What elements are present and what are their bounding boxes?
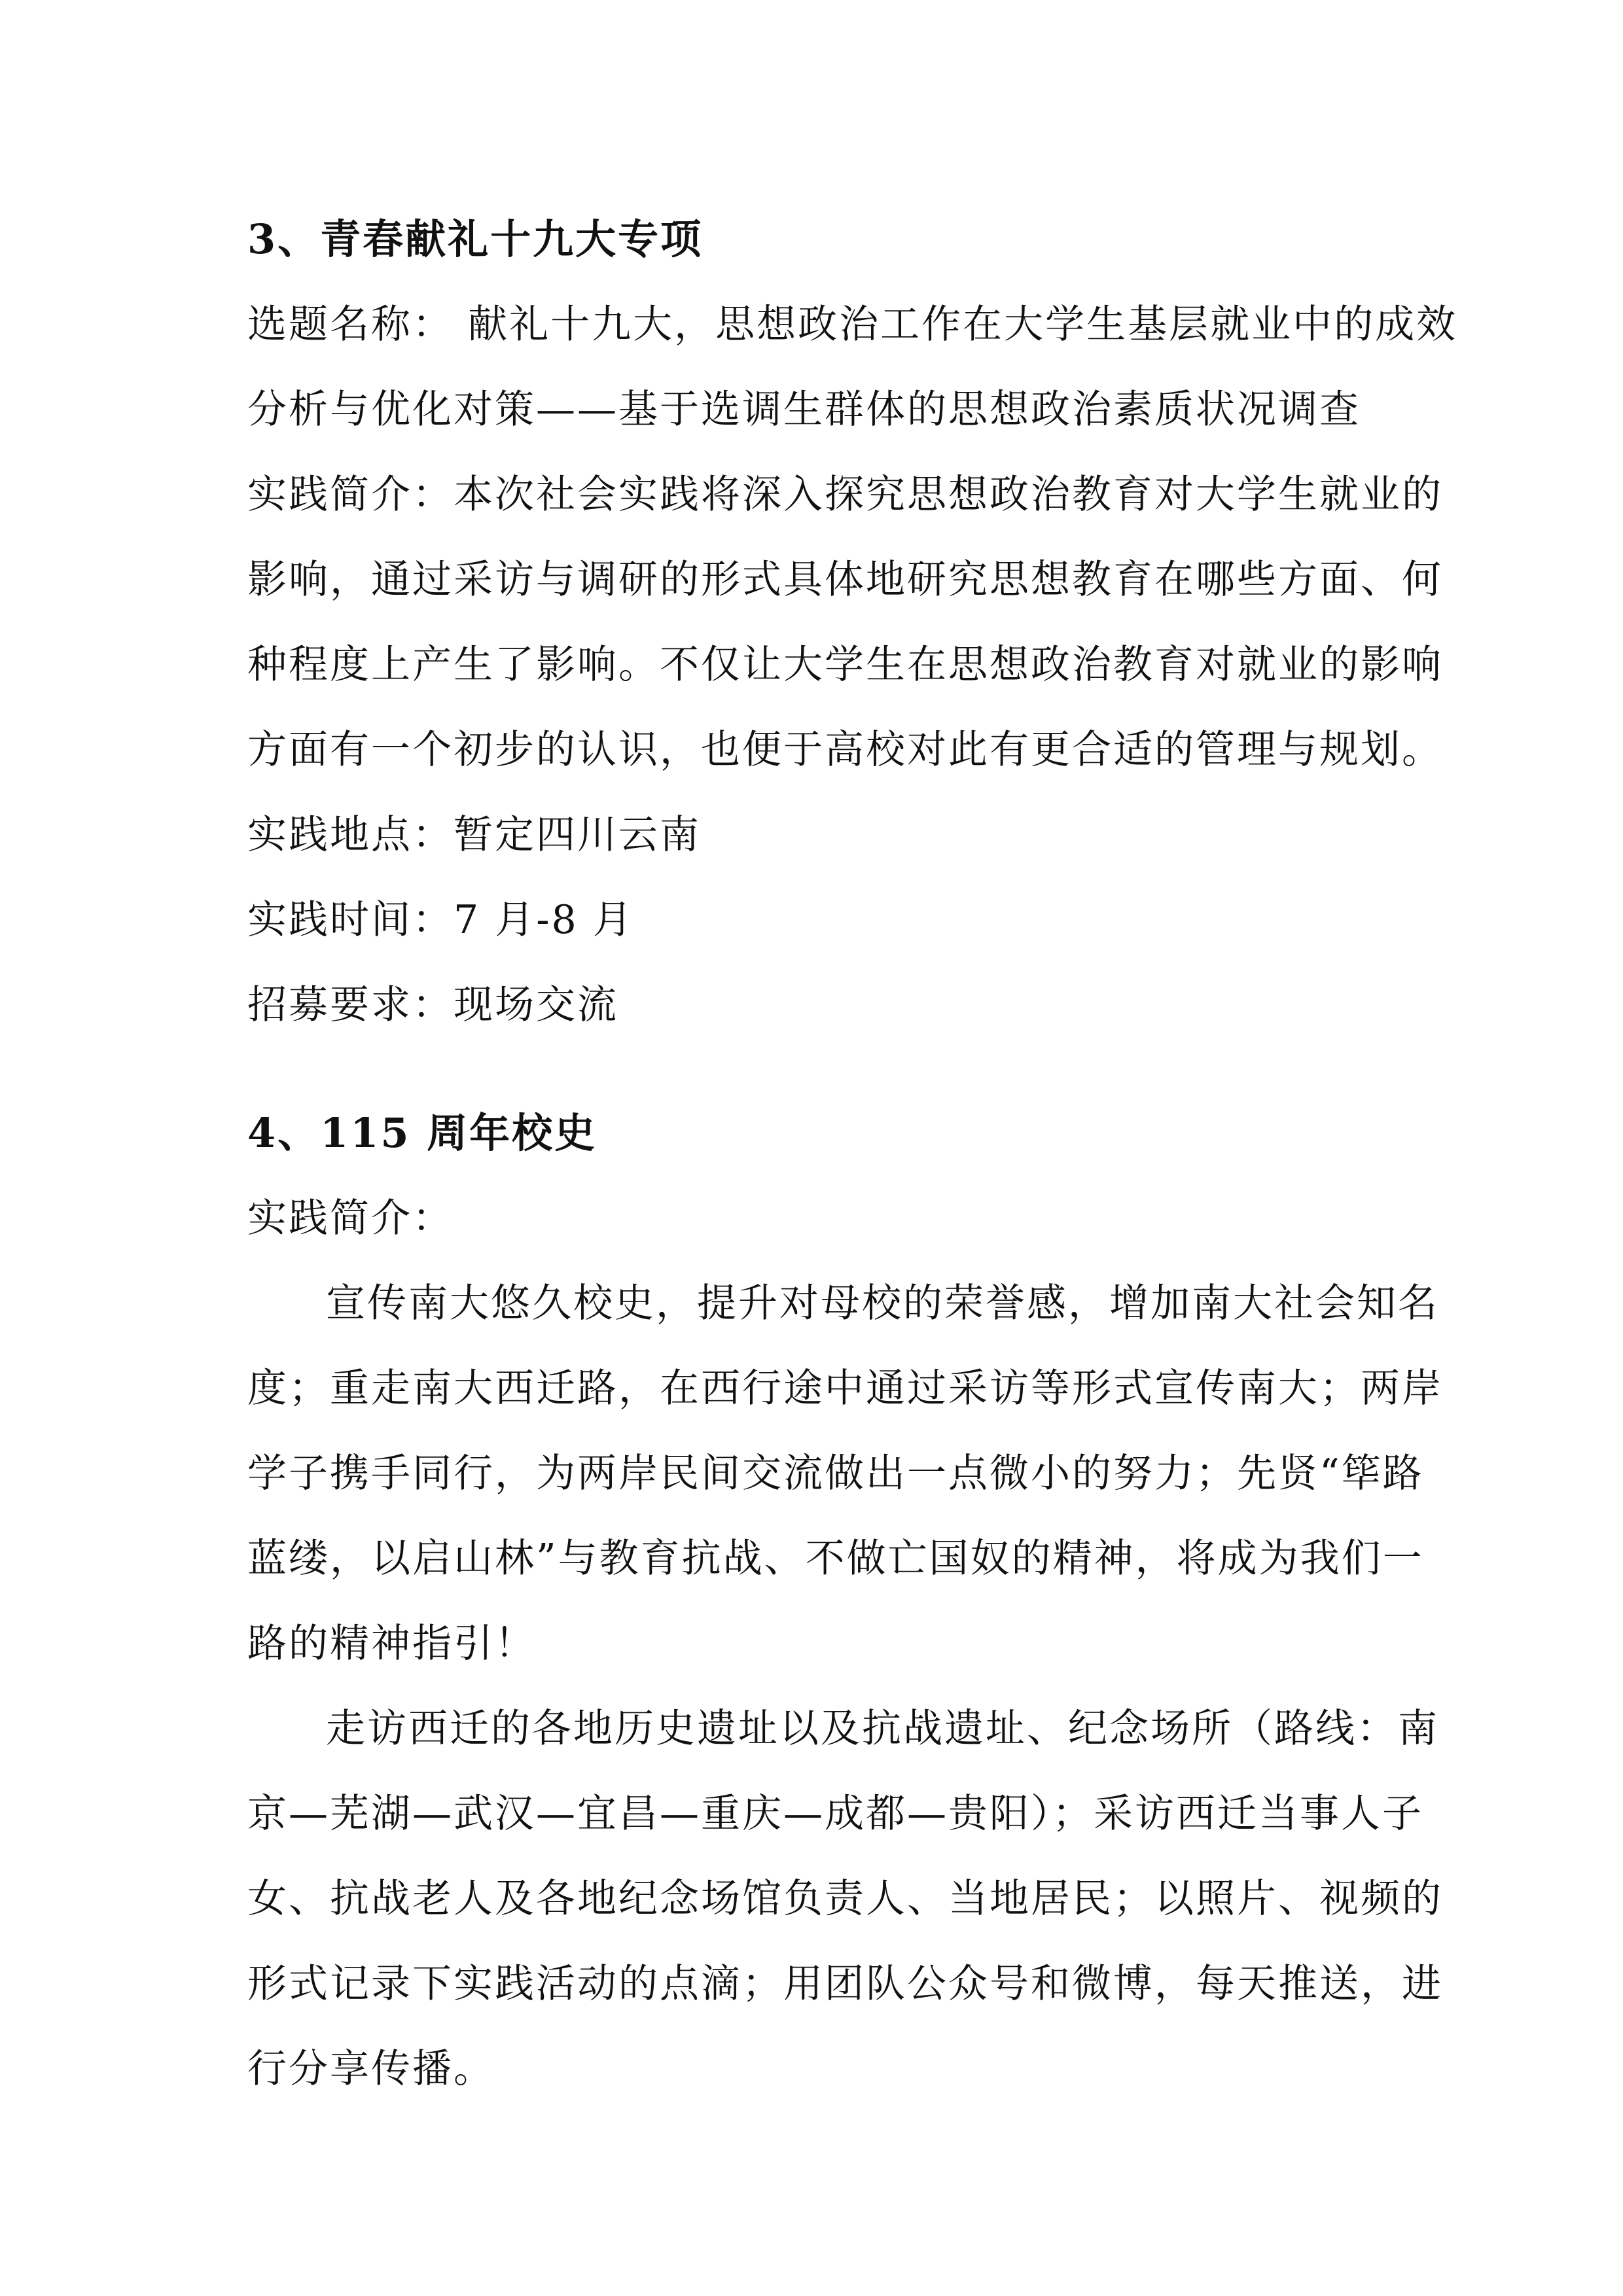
section-4-paragraph-2-line-4: 形式记录下实践活动的点滴；用团队公众号和微博，每天推送，进: [247, 1961, 1443, 2007]
section-3-location: 实践地点：暂定四川云南: [247, 812, 701, 858]
section-3-intro-line-3: 种程度上产生了影响。不仅让大学生在思想政治教育对就业的影响: [247, 642, 1443, 688]
section-3-topic-line-2: 分析与优化对策——基于选调生群体的思想政治素质状况调查: [247, 387, 1361, 433]
section-4-paragraph-1-line-5: 路的精神指引！: [247, 1621, 536, 1667]
section-4-intro-label: 实践简介：: [247, 1195, 454, 1241]
section-3-intro-line-2: 影响，通过采访与调研的形式具体地研究思想教育在哪些方面、何: [247, 557, 1443, 603]
section-3-time: 实践时间：7 月-8 月: [247, 897, 634, 943]
section-4-paragraph-2-line-2: 京—芜湖—武汉—宜昌—重庆—成都—贵阳）；采访西迁当事人子: [247, 1791, 1423, 1837]
section-4-paragraph-2-line-5: 行分享传播。: [247, 2046, 495, 2092]
section-4-paragraph-2-line-1: 走访西迁的各地历史遗址以及抗战遗址、纪念场所（路线：南: [326, 1706, 1439, 1752]
section-4-paragraph-1-line-3: 学子携手同行，为两岸民间交流做出一点微小的努力；先贤“筚路: [247, 1451, 1424, 1496]
section-4-paragraph-1-line-2: 度；重走南大西迁路，在西行途中通过采访等形式宣传南大；两岸: [247, 1366, 1443, 1411]
section-3-recruit: 招募要求：现场交流: [247, 982, 618, 1028]
section-4-paragraph-1-line-4: 蓝缕，以启山林”与教育抗战、不做亡国奴的精神，将成为我们一: [247, 1536, 1424, 1581]
section-3-intro-line-4: 方面有一个初步的认识，也便于高校对此有更合适的管理与规划。: [247, 727, 1443, 773]
section-4-paragraph-1-line-1: 宣传南大悠久校史，提升对母校的荣誉感，增加南大社会知名: [326, 1280, 1439, 1326]
section-3-intro-line-1: 实践简介：本次社会实践将深入探究思想政治教育对大学生就业的: [247, 472, 1443, 518]
section-4-heading: 4、115 周年校史: [247, 1109, 597, 1157]
section-4-paragraph-2-line-3: 女、抗战老人及各地纪念场馆负责人、当地居民；以照片、视频的: [247, 1876, 1443, 1922]
section-3-heading: 3、青春献礼十九大专项: [247, 215, 704, 263]
section-3-topic-line-1: 选题名称： 献礼十九大，思想政治工作在大学生基层就业中的成效: [247, 302, 1458, 347]
